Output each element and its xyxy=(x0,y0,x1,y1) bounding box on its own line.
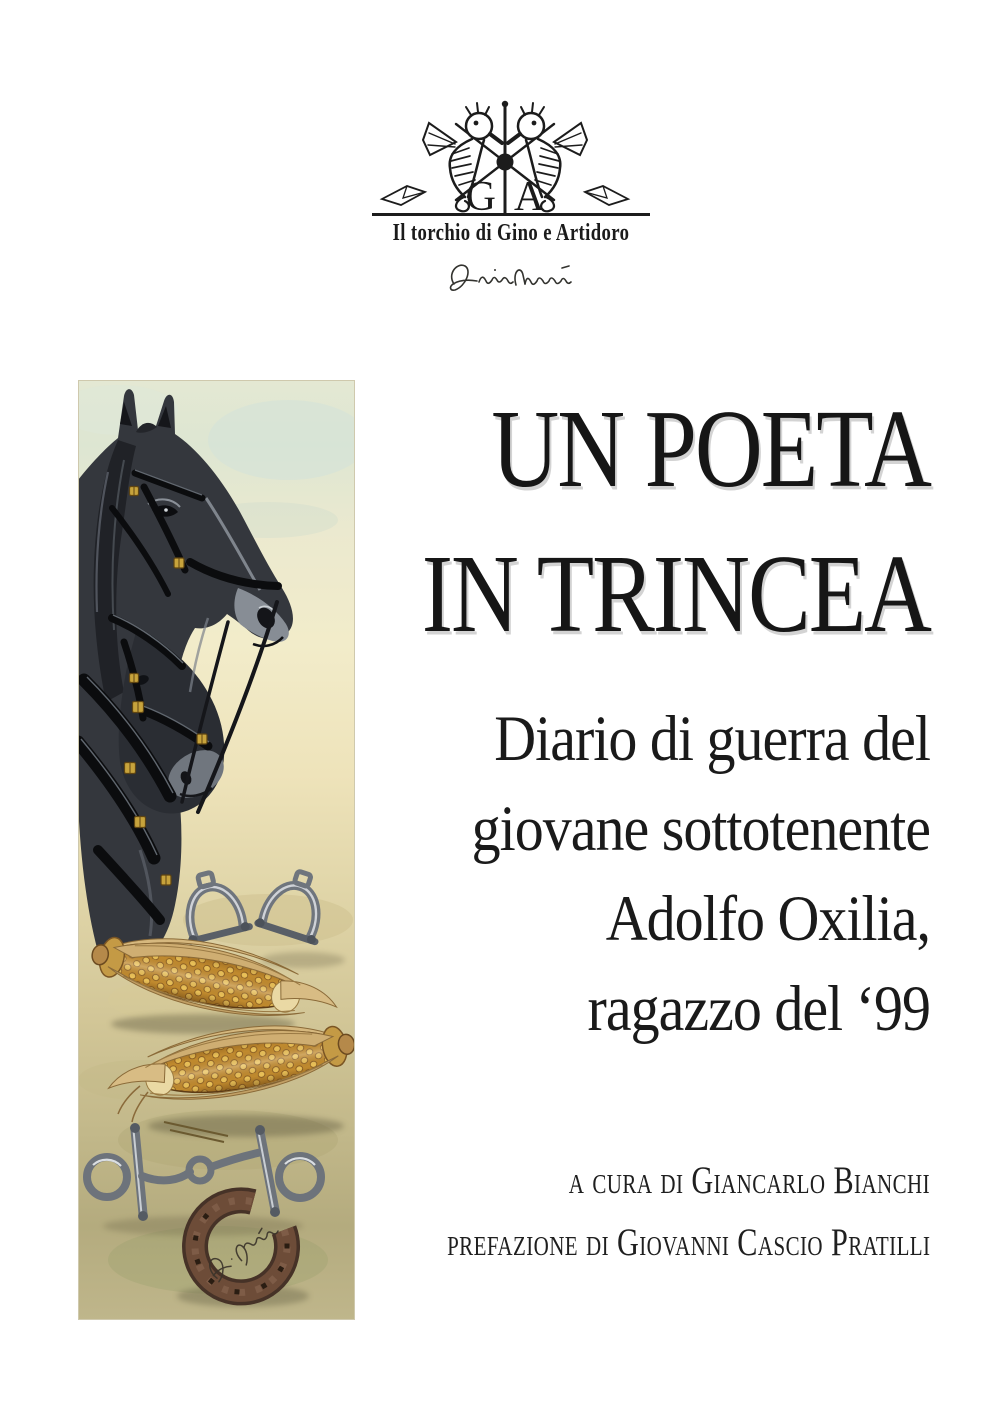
publisher-signature-icon xyxy=(442,256,592,298)
subtitle-line-4: ragazzo del ‘99 xyxy=(587,971,930,1045)
subtitle-line-3: Adolfo Oxilia, xyxy=(605,881,930,955)
press-hub xyxy=(497,154,514,171)
title-line-2: IN TRINCEA xyxy=(421,533,930,656)
preface-credit: prefazione di Giovanni Cascio Pratilli xyxy=(446,1219,930,1264)
subtitle-line-1: Diario di guerra del xyxy=(494,701,930,775)
monogram-g: G xyxy=(465,174,496,218)
cover-illustration xyxy=(78,380,355,1320)
subtitle-line-2: giovane sottotenente xyxy=(471,791,930,865)
title-line-1: UN POETA xyxy=(491,388,930,511)
publisher-logo xyxy=(372,98,650,308)
publisher-emblem-icon xyxy=(372,98,650,218)
editor-credit: a cura di Giancarlo Bianchi xyxy=(568,1157,930,1202)
monogram-a: A xyxy=(514,174,545,218)
publisher-name: Il torchio di Gino e Artidoro xyxy=(392,220,630,246)
